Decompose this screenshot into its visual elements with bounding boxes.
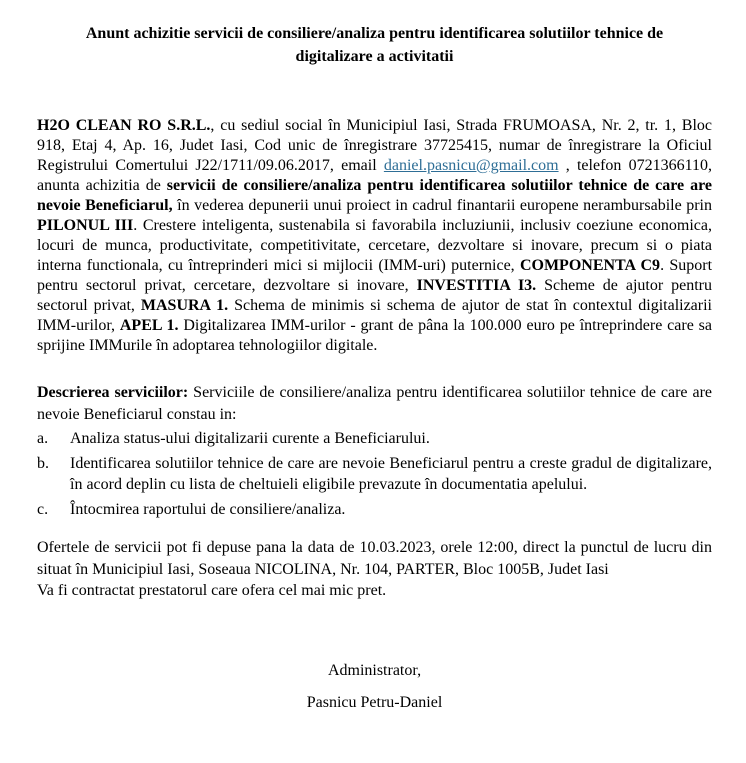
list-marker-b: b.	[37, 454, 49, 472]
email-link[interactable]: daniel.pasnicu@gmail.com	[383, 157, 559, 174]
masura-bold-text: MASURA 1.	[140, 297, 229, 314]
intro-pilonul-text: . Crestere inteligenta, sustenabila si favorabila incluziunii, inclusiv coeziune economica, locuri de munca, productivitate, competitivitate, cercetare, dezvoltare si inovare, precum si o piata interna functionala, cu întreprinderi mici si mijlocii (IMM-uri) puternice,	[37, 217, 712, 274]
intro-paragraph	[37, 116, 712, 356]
description-paragraph	[37, 382, 712, 425]
offers-line2: Va fi contractat prestatorul care ofera cel mai mic pret.	[37, 582, 387, 599]
company-name: H2O CLEAN RO S.R.L.	[37, 117, 211, 134]
apel-bold-text: APEL 1.	[119, 317, 179, 334]
offers-line1: Ofertele de servicii pot fi depuse pana la data de 10.03.2023, orele 12:00, direct la punctul de lucru din situat în Municipiul Iasi, Soseaua NICOLINA, Nr. 104, PARTER, Bloc 1005B, Judet Iasi	[37, 539, 712, 578]
list-item-b	[37, 453, 712, 496]
list-text-b: Identificarea solutiilor tehnice de care are nevoie Beneficiarul pentru a creste gradul de digitalizare, în acord deplin cu lista de cheltuieli eligibile prevazute în documentatia apelului.	[70, 454, 712, 493]
intro-project-text: în vederea depunerii unui proiect in cadrul finantarii europene nerambursabile prin	[172, 197, 713, 214]
list-marker-a: a.	[37, 430, 49, 447]
description-label: Descrierea serviciilor:	[37, 384, 189, 401]
document-title: Anunt achizitie servicii de consiliere/analiza pentru identificarea solutiilor tehnice de digitalizare a activitatii	[85, 25, 664, 65]
signature-name: Pasnicu Petru-Daniel	[306, 694, 443, 711]
componenta-bold-text: COMPONENTA C9	[519, 257, 661, 274]
services-bold-text: servicii de consiliere/analiza pentru identificarea solutiilor tehnice de care are nevoie Beneficiarul,	[37, 177, 713, 214]
investitia-bold-text: INVESTITIA I3.	[416, 277, 537, 294]
intro-componenta-text: . Suport pentru sectorul privat, cercetare, dezvoltare si inovare,	[37, 257, 713, 294]
intro-investitia-text: Scheme de ajutor pentru sectorul privat,	[37, 277, 713, 314]
list-item-c	[37, 499, 712, 521]
pilonul-bold-text: PILONUL III	[37, 217, 134, 234]
offers-paragraph	[37, 537, 712, 602]
services-list	[37, 428, 712, 520]
intro-apel-text: Digitalizarea IMM-urilor - grant de pâna la 100.000 euro pe întreprindere care sa sprijine IMMurile în adoptarea tehnologiilor digitale.	[37, 317, 712, 354]
signature-role: Administrator,	[327, 661, 422, 679]
list-text-a: Analiza status-ului digitalizarii curente a Beneficiarului.	[70, 430, 430, 447]
list-marker-c: c.	[37, 500, 49, 518]
intro-address-text: , cu sediul social în Municipiul Iasi, Strada FRUMOASA, Nr. 2, tr. 1, Bloc 918, Etaj 4, Ap. 16, Judet Iasi, Cod unic de înregistrare 37725415, numar de înregistrare la Oficiul Registrului Comertului J22/1711/09.06.2017, email	[37, 117, 712, 174]
list-text-c: Întocmirea raportului de consiliere/analiza.	[70, 500, 346, 518]
list-item-a	[37, 428, 712, 450]
description-intro-text: Serviciile de consiliere/analiza pentru identificarea solutiilor tehnice de care are nevoie Beneficiarul constau in:	[37, 384, 712, 423]
intro-masura-text: Schema de minimis si schema de ajutor de stat în contextul digitalizarii IMM-urilor,	[37, 297, 713, 334]
intro-after-email-text: , telefon 0721366110, anunta achizitia de	[37, 157, 712, 194]
